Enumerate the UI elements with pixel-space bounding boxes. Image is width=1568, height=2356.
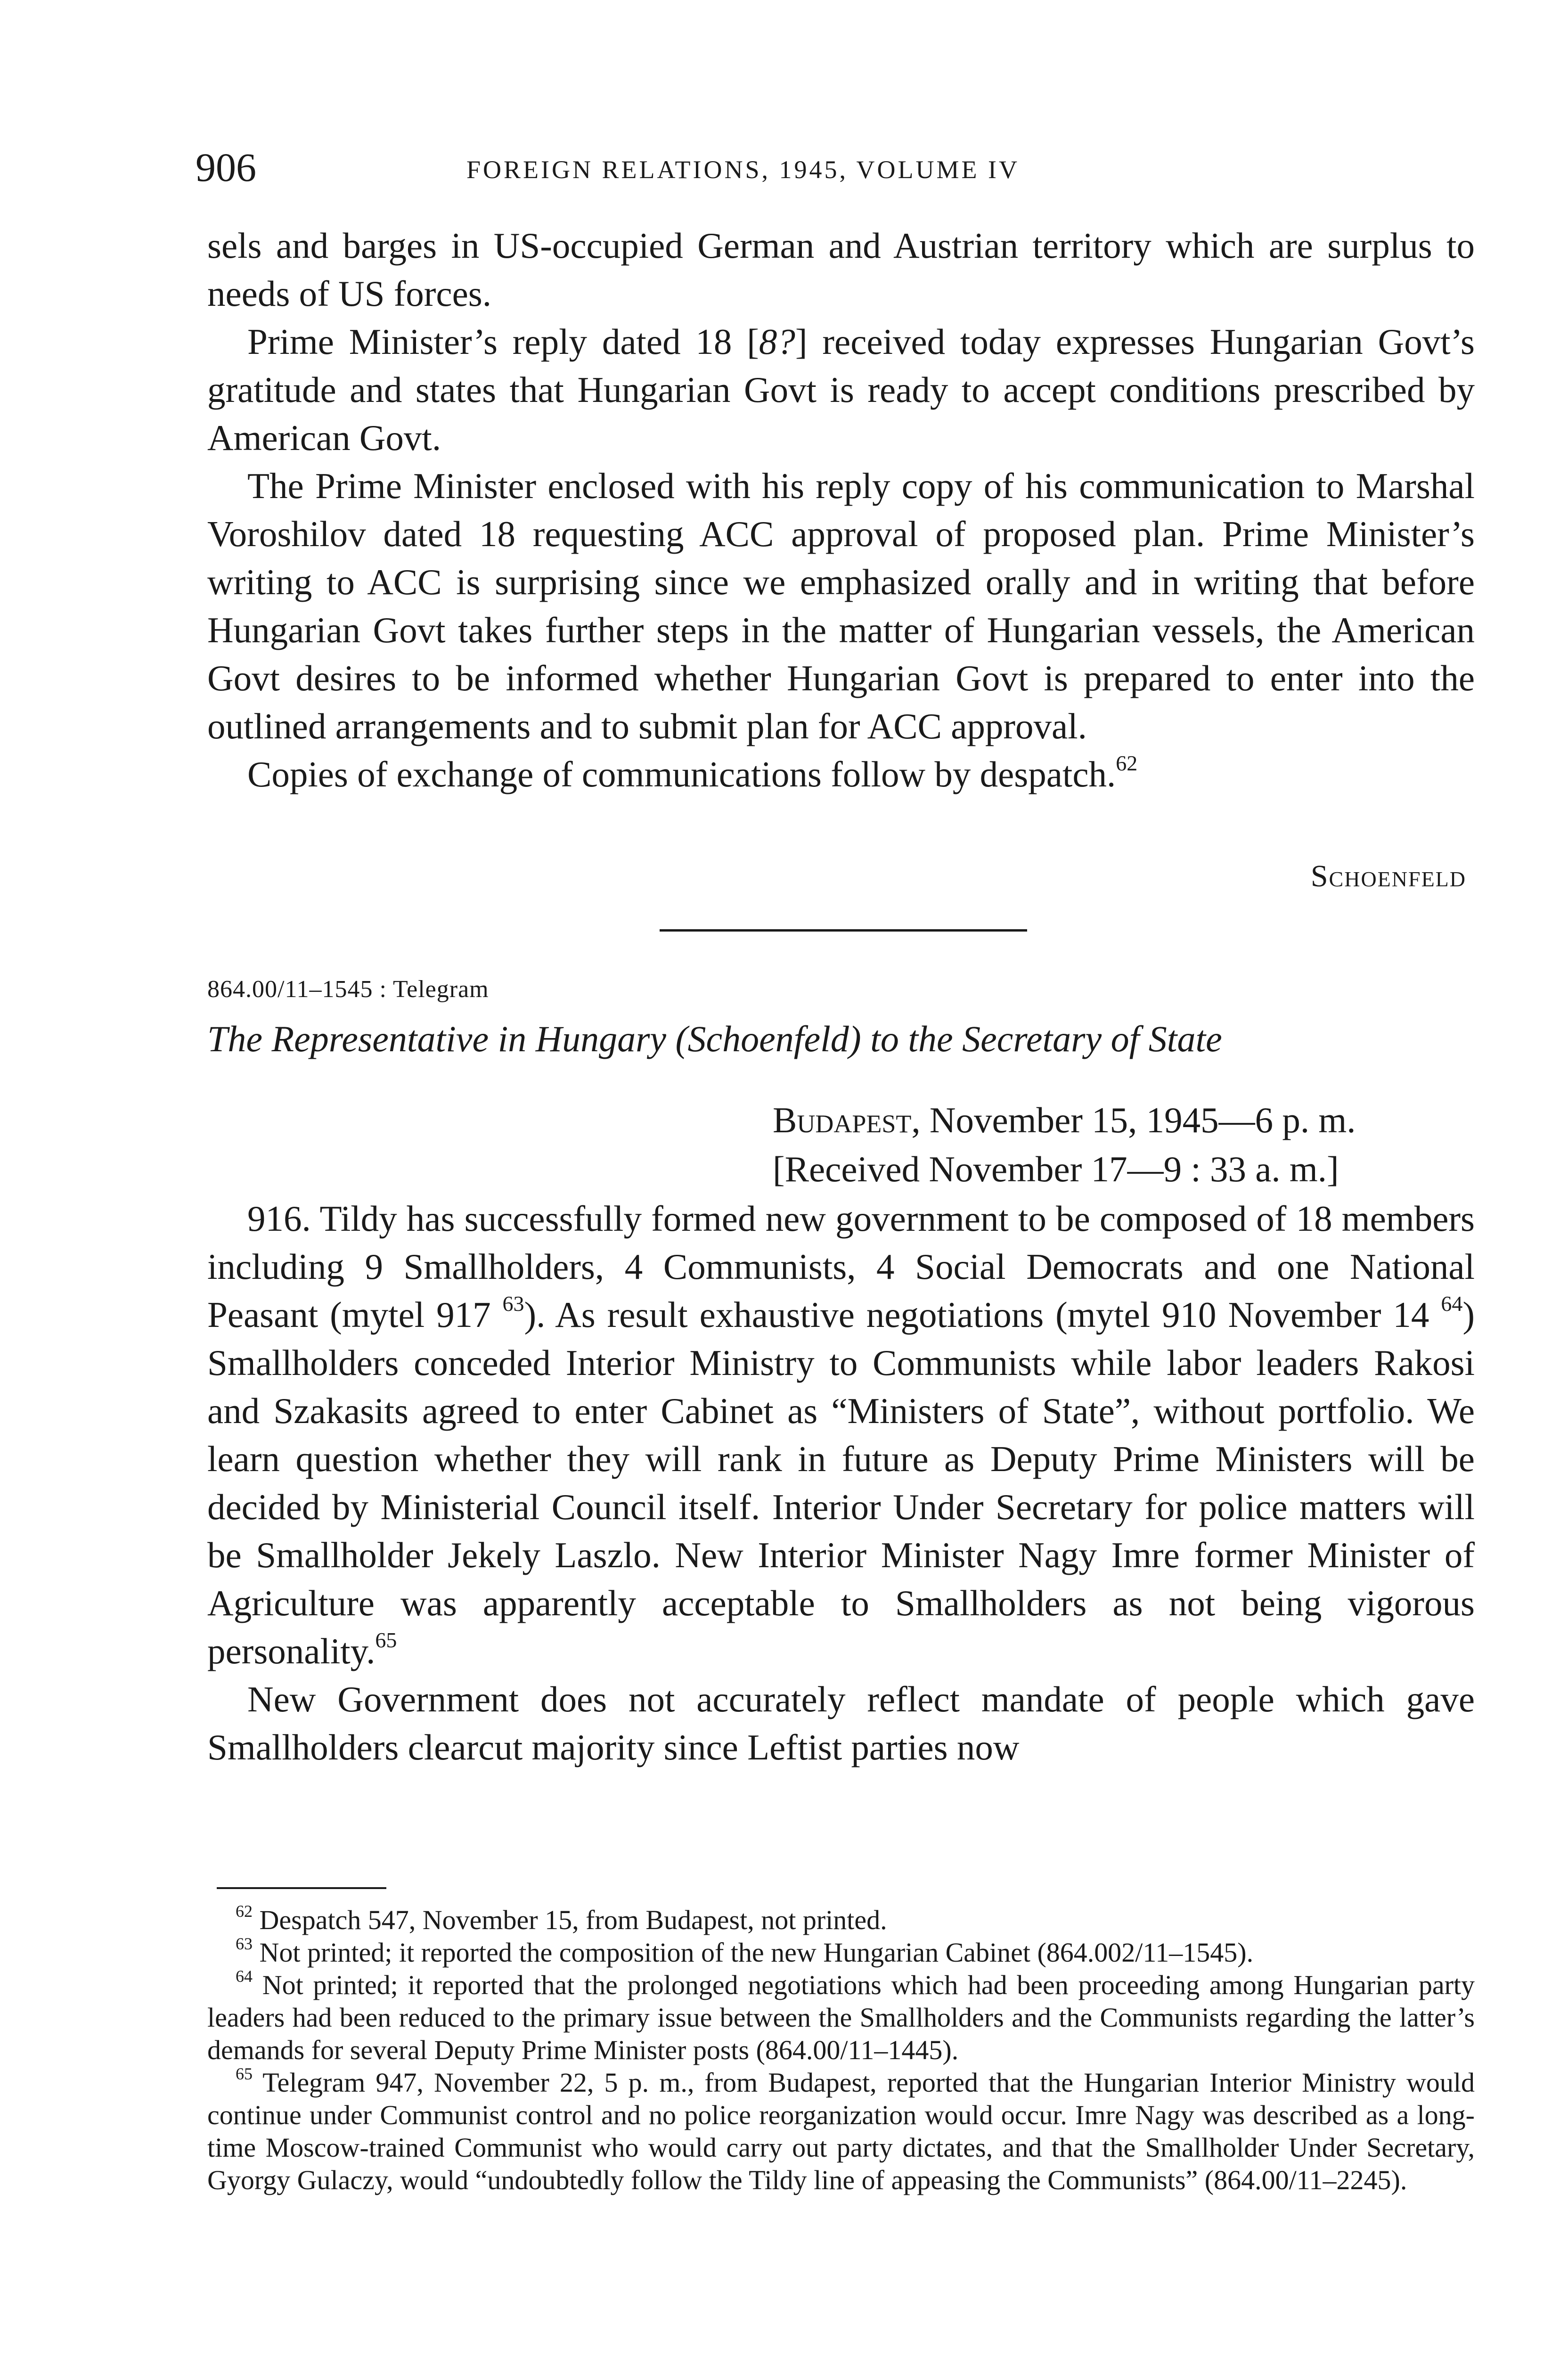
- document-reference: 864.00/11–1545 : Telegram: [207, 976, 489, 1003]
- paragraph: sels and barges in US-occupied German and Austrian territory which are surplus to needs of US forces.: [207, 225, 1475, 314]
- dateline-place: Budapest, November 15, 1945—6 p. m.: [773, 1100, 1356, 1140]
- footnote: $^{63}$ Not printed; it reported the composition of the new Hungarian Cabinet (864.002/11–1545).: [236, 1934, 1254, 1968]
- footnote-ref: 63: [502, 1292, 524, 1316]
- footnote: $^{65}$ Telegram 947, November 22, 5 p. m., from Budapest, reported that the Hungarian Interior Ministry would continue under Communist control and no police reorganization would occur. Imre Nagy was described as a long-time Moscow-trained Communist who would carry out party dictates, and that the Smallholder Under Secretary, Gyorgy Gulaczy, would “undoubtedly follow the Tildy line of appeasing the Communists” (864.00/11–2245).: [207, 2064, 1475, 2195]
- received-line: [Received November 17—9 : 33 a. m.]: [773, 1149, 1339, 1189]
- footnote-ref: 64: [1441, 1292, 1463, 1316]
- document-heading: The Representative in Hungary (Schoenfeld) to the Secretary of State: [207, 1018, 1222, 1059]
- page-number: 906: [196, 145, 256, 190]
- footnote-divider: [217, 1887, 386, 1889]
- paragraph: Prime Minister’s reply dated 18 [8?] received today expresses Hungarian Govt’s gratitude and states that Hungarian Govt is ready to accept conditions prescribed by American Govt.: [207, 321, 1475, 458]
- continued-telegram-text: [207, 221, 1475, 798]
- paragraph: New Government does not accurately reflect mandate of people which gave Smallholders clearcut majority since Leftist parties now: [207, 1679, 1475, 1767]
- running-head: [196, 141, 1477, 193]
- section-divider: [660, 929, 1027, 932]
- running-title: FOREIGN RELATIONS, 1945, VOLUME IV: [466, 155, 1020, 184]
- dateline: [773, 1096, 1475, 1194]
- footnote-ref: 65: [375, 1628, 397, 1652]
- paragraph: The Prime Minister enclosed with his reply copy of his communication to Marshal Voroshilov dated 18 requesting ACC approval of proposed plan. Prime Minister’s writing to ACC is surprising since we emphasized orally and in writing that before Hungarian Govt takes further steps in the matter of Hungarian vessels, the American Govt desires to be informed whether Hungarian Govt is prepared to enter into the outlined arrangements and to submit plan for ACC approval.: [207, 466, 1475, 746]
- paragraph: 916. Tildy has successfully formed new government to be composed of 18 members including 9 Smallholders, 4 Communists, 4 Social Democrats and one National Peasant (mytel 917 $^{63}$). As result exhaustive negotiations (mytel 910 November 14 $^{64}$) Smallholders conceded Interior Ministry to Communists while labor leaders Rakosi and Szakasits agreed to enter Cabinet as “Ministers of State”, without portfolio. We learn question whether they will rank in future as Deputy Prime Ministers will be decided by Ministerial Council itself. Interior Under Secretary for police matters will be Smallholder Jekely Laszlo. New Interior Minister Nagy Imre former Minister of Agriculture was apparently acceptable to Smallholders as not being vigorous personality.$^{65}$: [207, 1198, 1475, 1671]
- paragraph: Copies of exchange of communications follow by despatch.$^{62}$: [247, 751, 1138, 794]
- footnote: $^{64}$ Not printed; it reported that the prolonged negotiations which had been proceeding among Hungarian party leaders had been reduced to the primary issue between the Smallholders and the Communists regarding the latter’s demands for several Deputy Prime Minister posts (864.00/11–1445).: [207, 1967, 1475, 2065]
- footnote-ref: 62: [1116, 751, 1138, 775]
- telegram-text: [207, 1194, 1475, 1771]
- footnotes: [207, 1904, 1475, 2196]
- footnote: $^{62}$ Despatch 547, November 15, from Budapest, not printed.: [236, 1902, 887, 1935]
- signature: Schoenfeld: [1310, 859, 1466, 893]
